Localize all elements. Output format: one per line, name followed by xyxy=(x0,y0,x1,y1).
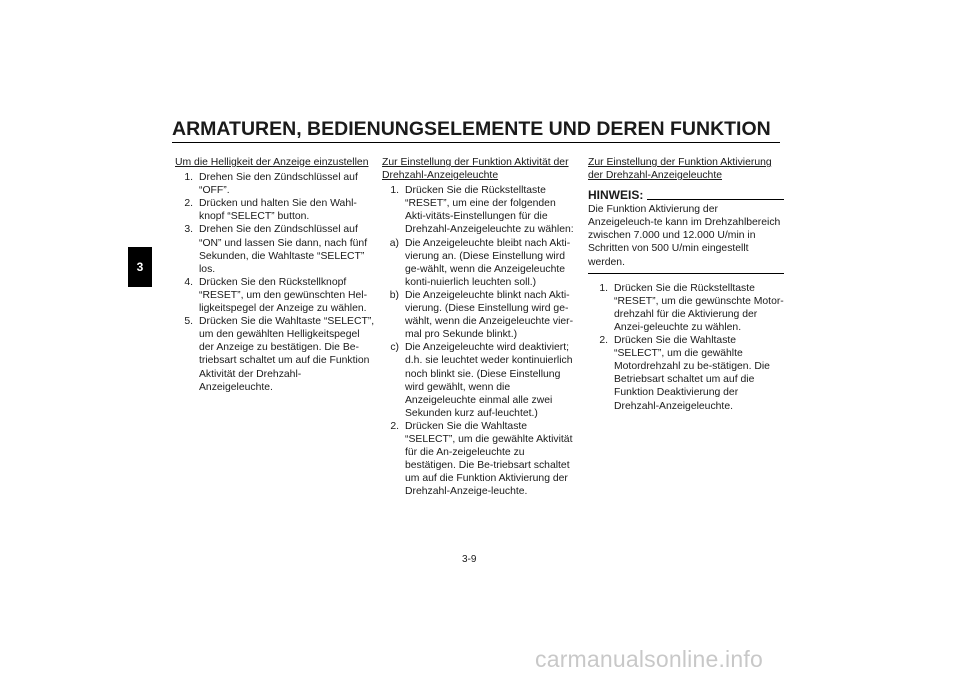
step-text: Drücken Sie die Wahltaste “SELECT”, um die gewählte Aktivität für die An-zeigeleuchte zu bestätigen. Die Be-triebsart schaltet um auf die Funktion Aktivierung der Drehzahl-Anzeige-leuchte. xyxy=(405,420,573,498)
substep-letter: b) xyxy=(389,289,399,301)
step-text: Drücken Sie die Wahltaste “SELECT”, um den gewählten Helligkeitspegel der Anzeige zu bestätigen. Die Be-triebsart schaltet um auf die Funktion Aktivität der Drehzahl-Anzeigeleuchte. xyxy=(199,316,375,393)
step-text: Drücken Sie die Rückstelltaste “RESET”, um eine der folgenden Akti-vitäts-Einstellungen für die Drehzahl-Anzeigeleuchte zu wählen: xyxy=(405,185,574,236)
list-item xyxy=(175,276,375,315)
note-header xyxy=(588,188,784,202)
list-item xyxy=(382,420,578,499)
chapter-tab: 3 xyxy=(128,247,152,287)
note-text: Die Funktion Aktivierung der Anzeigeleuch-te kann im Drehzahlbereich zwischen 7.000 und 12.000 U/min in Schritten von 500 U/min eingestellt werden. xyxy=(588,203,784,273)
column-indicator-activation xyxy=(588,156,784,413)
substep-letter: c) xyxy=(390,342,399,354)
list-item xyxy=(588,282,784,334)
substep-text: Die Anzeigeleuchte blinkt nach Akti-vierung. (Diese Einstellung wird ge-wählt, wenn die Anzeigeleuchte vier-mal pro Sekunde blinkt.) xyxy=(405,289,574,341)
list-item xyxy=(175,315,375,394)
note-rule xyxy=(647,199,784,200)
column-indicator-activity xyxy=(382,156,578,498)
list-item xyxy=(175,223,375,275)
step-number: 2. xyxy=(599,335,608,347)
step-text: Drücken Sie den Rückstellknopf “RESET”, um den gewünschten Hel-ligkeitspegel der Anzeige zu wählen. xyxy=(199,276,368,315)
list-item xyxy=(175,197,375,223)
step-number: 2. xyxy=(390,420,399,432)
step-text: Drehen Sie den Zündschlüssel auf “OFF”. xyxy=(199,172,358,197)
steps-list-activity-cont xyxy=(382,420,578,499)
step-number: 1. xyxy=(390,185,399,197)
list-item xyxy=(588,334,784,413)
step-text: Drehen Sie den Zündschlüssel auf “ON” und lassen Sie dann, nach fünf Sekunden, die Wahltaste “SELECT” los. xyxy=(199,224,368,275)
column-brightness xyxy=(175,156,375,394)
step-number: 1. xyxy=(599,282,608,294)
step-number: 3. xyxy=(184,224,193,236)
step-text: Drücken und halten Sie den Wahl-knopf “SELECT” button. xyxy=(199,198,357,223)
step-number: 1. xyxy=(184,172,193,184)
step-number: 5. xyxy=(184,316,193,328)
page-title: ARMATUREN, BEDIENUNGSELEMENTE UND DEREN FUNKTION xyxy=(172,118,771,140)
list-item xyxy=(382,341,578,420)
steps-list-brightness xyxy=(175,171,375,394)
list-item xyxy=(382,237,578,289)
note-label: HINWEIS: xyxy=(588,188,644,203)
substep-text: Die Anzeigeleuchte wird deaktiviert; d.h. sie leuchtet weder kontinuierlich noch blinkt sie. (Diese Einstellung wird gewählt, wenn die Anzeigeleuchte einmal alle zwei Sekunden kurz auf-leuchtet.) xyxy=(405,342,573,419)
step-number: 4. xyxy=(184,276,193,288)
step-text: Drücken Sie die Wahltaste “SELECT”, um die gewählte Motordrehzahl zu be-stätigen. Die Betriebsart schaltet um auf die Funktion Deaktivierung der Drehzahl-Anzeigeleuchte. xyxy=(614,335,770,412)
steps-list-activation xyxy=(588,282,784,413)
title-rule xyxy=(172,142,780,143)
watermark: carmanualsonline.info xyxy=(535,646,763,672)
section-heading-activation: Zur Einstellung der Funktion Aktivierung der Drehzahl-Anzeigeleuchte xyxy=(588,157,772,182)
substep-letter: a) xyxy=(389,237,399,249)
substep-text: Die Anzeigeleuchte bleibt nach Akti-vierung an. (Diese Einstellung wird ge-wählt, wenn die Anzeigeleuchte konti-nuierlich leuchten soll.) xyxy=(405,237,571,288)
page-number: 3-9 xyxy=(462,554,477,565)
note-box xyxy=(588,188,784,273)
section-heading-brightness: Um die Helligkeit der Anzeige einzustellen xyxy=(175,157,369,168)
section-heading-activity: Zur Einstellung der Funktion Aktivität der Drehzahl-Anzeigeleuchte xyxy=(382,157,569,182)
list-item xyxy=(382,289,578,341)
list-item xyxy=(175,171,375,197)
step-number: 2. xyxy=(184,198,193,210)
substeps-list xyxy=(382,237,578,420)
list-item xyxy=(382,184,578,236)
steps-list-activity xyxy=(382,184,578,236)
step-text: Drücken Sie die Rückstelltaste “RESET”, um die gewünschte Motor-drehzahl für die Aktivierung der Anzei-geleuchte zu wählen. xyxy=(614,282,784,333)
